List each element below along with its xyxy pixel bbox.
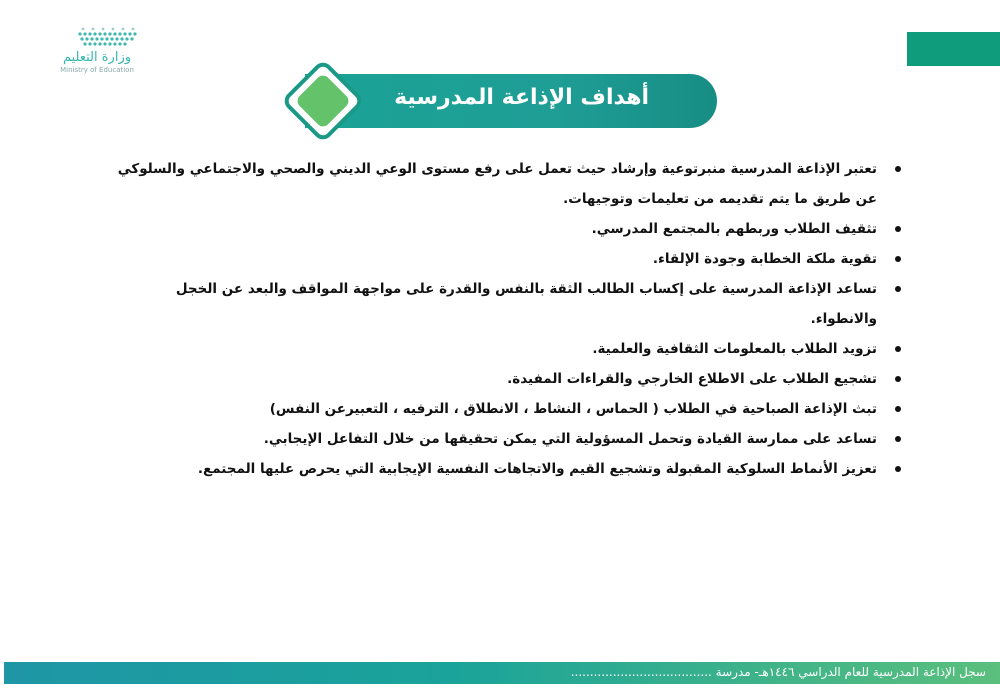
goal-text: تقوية ملكة الخطابة وجودة الإلقاء. [652,251,877,267]
bullet-icon [895,256,901,262]
list-item [110,454,905,484]
list-item [110,214,905,244]
logo-dots-icon [76,26,138,48]
list-item [110,274,905,334]
list-item [110,394,905,424]
goals-list-container [110,154,905,484]
goal-text: تعتبر الإذاعة المدرسية منبرتوعية وإرشاد حيث تعمل على رفع مستوى الوعي الديني والصحي والاجتماعي والسلوكي عن طريق ما يتم تقديمه من تعليمات وتوجيهات. [117,161,877,207]
diamond-icon [282,60,364,142]
bullet-icon [895,286,901,292]
goal-text: تشجيع الطلاب على الاطلاع الخارجي والقراءات المفيدة. [507,371,877,387]
logo-english-text: Ministry of Education [60,66,134,74]
list-item [110,424,905,454]
bullet-icon [895,226,901,232]
goal-text: تساعد الإذاعة المدرسية على إكساب الطالب الثقة بالنفس والقدرة على مواجهة المواقف والبعد عن الخجل والانطواء. [175,281,877,327]
logo-arabic-text: وزارة التعليم [62,50,132,65]
bullet-icon [895,466,901,472]
list-item [110,244,905,274]
bullet-icon [895,166,901,172]
bullet-icon [895,436,901,442]
list-item [110,364,905,394]
footer-bar [4,662,1000,684]
goal-text: تبث الإذاعة الصباحية في الطلاب ( الحماس ، النشاط ، الانطلاق ، الترفيه ، التعبيرعن النفس) [269,401,877,417]
goal-text: تزويد الطلاب بالمعلومات الثقافية والعلمية. [592,341,877,357]
footer-text: سجل الإذاعة المدرسية للعام الدراسي ١٤٤٦هـ- مدرسة ..................................... [570,665,986,679]
bullet-icon [895,376,901,382]
list-item [110,154,905,214]
goals-list [110,154,905,484]
page-title: أهداف الإذاعة المدرسية [394,85,649,110]
goal-text: تساعد على ممارسة القيادة وتحمل المسؤولية التي يمكن تحقيقها من خلال التفاعل الإيجابي. [263,431,877,447]
goal-text: تعزيز الأنماط السلوكية المقبولة وتشجيع القيم والاتجاهات النفسية الإيجابية التي يحرص عليها المجتمع. [197,461,877,477]
list-item [110,334,905,364]
corner-accent-block [907,32,1000,66]
bullet-icon [895,346,901,352]
title-banner [305,74,717,128]
ministry-logo [40,22,150,82]
bullet-icon [895,406,901,412]
goal-text: تثقيف الطلاب وربطهم بالمجتمع المدرسي. [591,221,877,237]
